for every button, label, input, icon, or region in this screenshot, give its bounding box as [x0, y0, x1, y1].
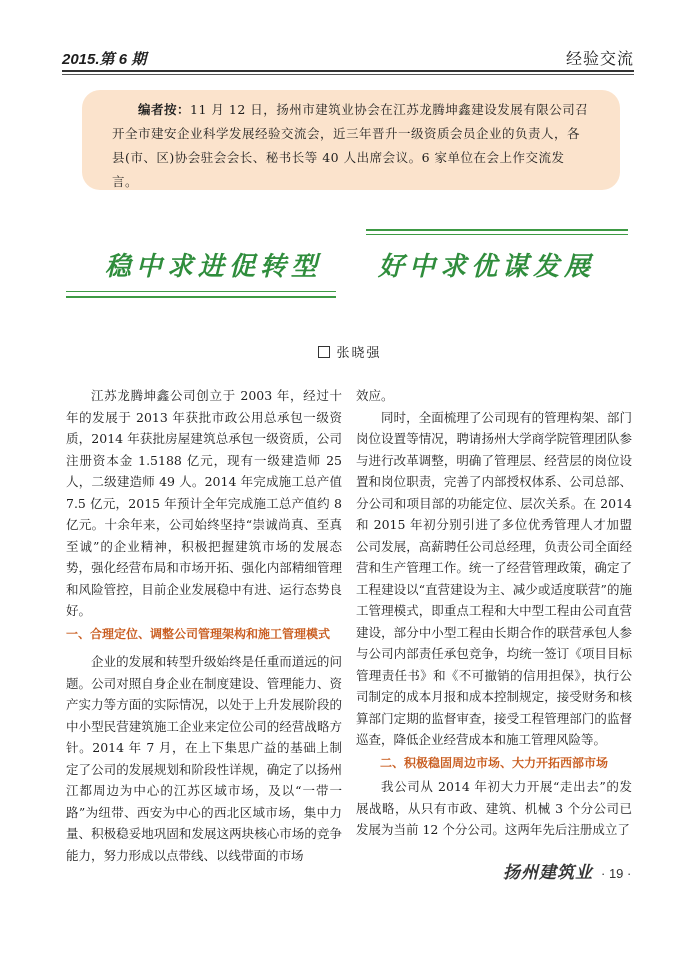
paragraph: 同时，全面梳理了公司现有的管理构架、部门岗位设置等情况，聘请扬州大学商学院管理团队参与进行改革调整，明确了管理层、经营层的岗位设置和岗位职责，完善了内部授权体系、公司总部、分公司和项目部的功能定位、层次关系。在 2014 和 2015 年初分别引进了多位优秀管理人才加盟公司发展，高薪聘任公司总经理，负责公司全面经营和生产管理工作。统一了经营管理政策，确定了工程建设以“直营建设为主、减少或适度联营”的施工管理模式，即重点工程和大中型工程由公司直营建设，部分中小型工程由长期合作的联营承包人参与公司内部责任承包竞争，均统一签订《项目目标管理责任书》和《不可撤销的信用担保》，执行公司制定的成本月报和成本控制规定，接受财务和核算部门定期的监督审查，接受工程管理部门的监督巡查，降低企业经营成本和施工管理风险等。	[356, 409, 632, 747]
title-decor-line-bottom	[66, 296, 336, 298]
section-heading-1: 一、合理定位、调整公司管理架构和施工管理模式	[66, 626, 331, 641]
left-column	[66, 385, 342, 866]
paragraph: 我公司从 2014 年初大力开展“走出去”的发展战略，从只有市政、建筑、机械 3 个分公司已发展为当前 12 个分公司。这两年先后注册成立了	[356, 779, 632, 837]
author-line	[0, 342, 700, 361]
header-rule-thin	[62, 74, 634, 75]
article-title: 稳中求进促转型 好中求优谋发展	[104, 252, 596, 282]
title-decor-line-top	[366, 229, 628, 231]
title-decor-line-bottom-thin	[66, 291, 336, 292]
editor-note-box	[82, 90, 620, 190]
editor-note-lead: 编者按：	[138, 102, 191, 117]
section-name: 经验交流	[565, 49, 634, 68]
page-header	[62, 44, 634, 72]
title-decor-line-top-thin	[366, 234, 628, 235]
magazine-logo: 扬州建筑业	[503, 863, 593, 883]
paragraph: 江苏龙腾坤鑫公司创立于 2003 年，经过十年的发展于 2013 年获批市政公用总承包一级资质，2014 年获批房屋建筑总承包一级资质，公司注册资本金 1.5188 亿元，现有一级建造师 25 人，二级建造师 49 人。2014 年完成施工总产值 7.5 亿元，2015 年预计全年完成施工总产值约 8 亿元。十余年来，公司始终坚持“崇诚尚真、至真至诚”的企业精神，积极把握建筑市场的发展态势，强化经营布局和市场开拓、强化内部精细管理和风险管控，目前企业发展稳中有进、运行态势良好。	[66, 388, 342, 618]
editor-note-text: 11 月 12 日，扬州市建筑业协会在江苏龙腾坤鑫建设发展有限公司召开全市建安企业科学发展经验交流会，近三年晋升一级资质会员企业的负责人，各县(市、区)协会驻会会长、秘书长等 40 人出席会议。6 家单位在会上作交流发言。	[112, 102, 589, 189]
paragraph: 效应。	[356, 388, 394, 403]
author-name: 张晓强	[336, 346, 382, 361]
page-footer	[503, 858, 631, 882]
page-number: · 19 ·	[601, 866, 632, 881]
issue-number: 2015.第 6 期	[62, 51, 147, 68]
section-heading-2: 二、积极稳固周边市场、大力开拓西部市场	[379, 755, 608, 770]
header-rule	[62, 70, 634, 72]
paragraph: 企业的发展和转型升级始终是任重而道远的问题。公司对照自身企业在制度建设、管理能力、资产实力等方面的实际情况，以处于上升发展阶段的中小型民营建筑施工企业来定位公司的经营战略方针。2014 年 7 月，在上下集思广益的基础上制定了公司的发展规划和阶段性详规，确定了以扬州江都周边为中心的江苏区域市场，及以“一带一路”为纽带、西安为中心的西北区域市场，集中力量、积极稳妥地巩固和发展这两块核心市场的竞争能力，努力形成以点带线、以线带面的市场	[66, 654, 342, 863]
square-icon	[318, 346, 330, 358]
right-column	[356, 385, 632, 841]
